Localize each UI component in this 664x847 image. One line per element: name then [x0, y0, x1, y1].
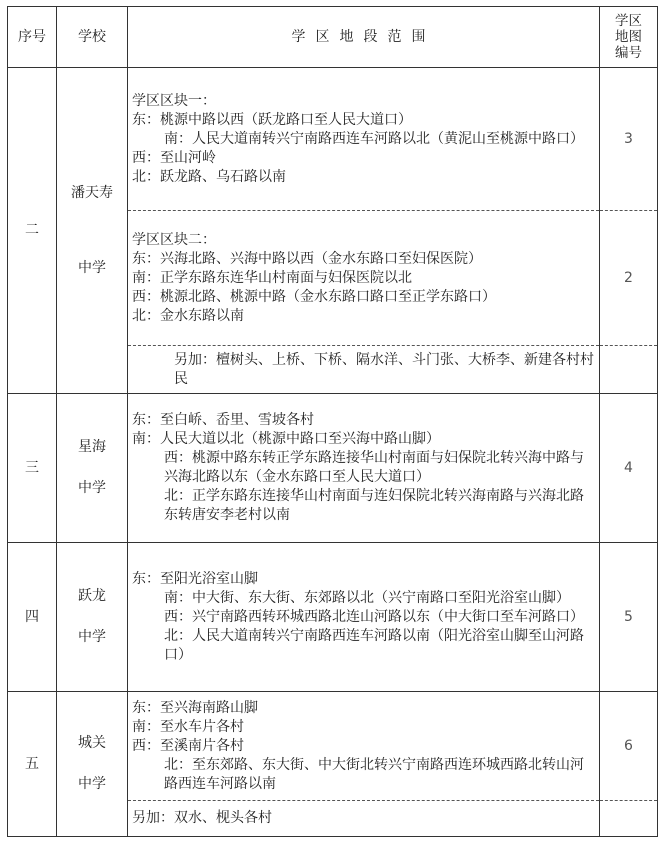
boundary-north: 北：跃龙路、乌石路以南 — [132, 168, 286, 185]
boundary-south: 南：中大街、东大街、东郊路以北（兴宁南路口至阳光浴室山脚） — [164, 589, 570, 606]
header-row — [8, 7, 658, 68]
district-range — [128, 394, 600, 543]
row-number: 五 — [8, 692, 57, 837]
header-no: 序号 — [8, 7, 57, 68]
row-number: 三 — [8, 394, 57, 543]
row-number: 二 — [8, 68, 57, 394]
district-block-1 — [128, 68, 600, 211]
boundary-west: 西：至山河岭 — [132, 149, 216, 166]
school-name-part1: 跃龙 — [78, 588, 106, 604]
boundary-south: 南：人民大道以北（桃源中路口至兴海中路山脚） — [132, 431, 440, 447]
district-range — [128, 692, 600, 801]
boundary-west: 西：至溪南片各村 — [132, 737, 244, 754]
row-number: 四 — [8, 543, 57, 692]
header-map-line1: 学区 — [615, 13, 642, 29]
boundary-south: 南：正学东路东连华山村南面与妇保医院以北 — [132, 269, 412, 286]
header-range: 学区地段范围 — [128, 7, 600, 68]
district-extra: 另加：檀树头、上桥、下桥、隔水洋、斗门张、大桥李、新建各村村民 — [128, 346, 600, 394]
boundary-east: 东：至兴海南路山脚 — [132, 699, 258, 716]
boundary-west: 西：桃源北路、桃源中路（金水东路口路口至正学东路口） — [132, 288, 496, 305]
boundary-west: 西：兴宁南路西转环城西路北连山河路以东（中大街口至车河路口） — [164, 608, 584, 625]
header-map-line2: 地图 — [615, 29, 642, 45]
map-number: 2 — [600, 211, 658, 346]
table-row — [8, 394, 658, 543]
school-name — [57, 543, 128, 692]
school-district-table — [7, 6, 658, 837]
boundary-east: 东：兴海北路、兴海中路以西（金水东路口至妇保医院） — [132, 250, 482, 267]
map-number-empty — [600, 801, 658, 837]
school-name-part2: 中学 — [78, 480, 106, 496]
header-map-number — [600, 7, 658, 68]
school-name — [57, 394, 128, 543]
boundary-south: 南：至水车片各村 — [132, 718, 244, 735]
school-name-part2: 中学 — [78, 259, 106, 276]
district-range — [128, 543, 600, 692]
block-title: 学区区块二： — [132, 231, 216, 248]
school-name-part2: 中学 — [78, 629, 106, 645]
boundary-north: 北：正学东路东连接华山村南面与连妇保院北转兴海南路与兴海北路东转唐安李老村以南 — [164, 488, 584, 523]
boundary-east: 东：至白峤、岙里、雪坡各村 — [132, 412, 314, 428]
boundary-north: 北：金水东路以南 — [132, 307, 244, 324]
school-name-part1: 潘天寿 — [71, 184, 113, 201]
school-name-part1: 星海 — [78, 439, 106, 455]
map-number: 5 — [600, 543, 658, 692]
boundary-north: 北：至东郊路、东大街、中大街北转兴宁南路西连环城西路北转山河路西连车河路以南 — [164, 756, 584, 792]
map-number-empty — [600, 346, 658, 394]
table-row — [8, 543, 658, 692]
boundary-east: 东：桃源中路以西（跃龙路口至人民大道口） — [132, 111, 412, 128]
header-map-line3: 编号 — [615, 45, 642, 61]
school-name — [57, 692, 128, 837]
map-number: 3 — [600, 68, 658, 211]
district-block-2 — [128, 211, 600, 346]
school-name — [57, 68, 128, 394]
boundary-west: 西：桃源中路东转正学东路连接华山村南面与妇保院北转兴海中路与兴海北路以东（金水东路口至人民大道口） — [164, 450, 584, 485]
block-title: 学区区块一： — [132, 92, 216, 109]
school-name-part1: 城关 — [78, 735, 106, 751]
district-extra: 另加：双水、枧头各村 — [128, 801, 600, 837]
school-name-part2: 中学 — [78, 776, 106, 792]
table-row — [8, 692, 658, 801]
boundary-south: 南：人民大道南转兴宁南路西连车河路以北（黄泥山至桃源中路口） — [164, 130, 584, 147]
table-row — [8, 68, 658, 211]
map-number: 6 — [600, 692, 658, 801]
boundary-north: 北：人民大道南转兴宁南路西连车河路以南（阳光浴室山脚至山河路口） — [164, 627, 584, 663]
boundary-east: 东：至阳光浴室山脚 — [132, 570, 258, 587]
header-school: 学校 — [57, 7, 128, 68]
map-number: 4 — [600, 394, 658, 543]
